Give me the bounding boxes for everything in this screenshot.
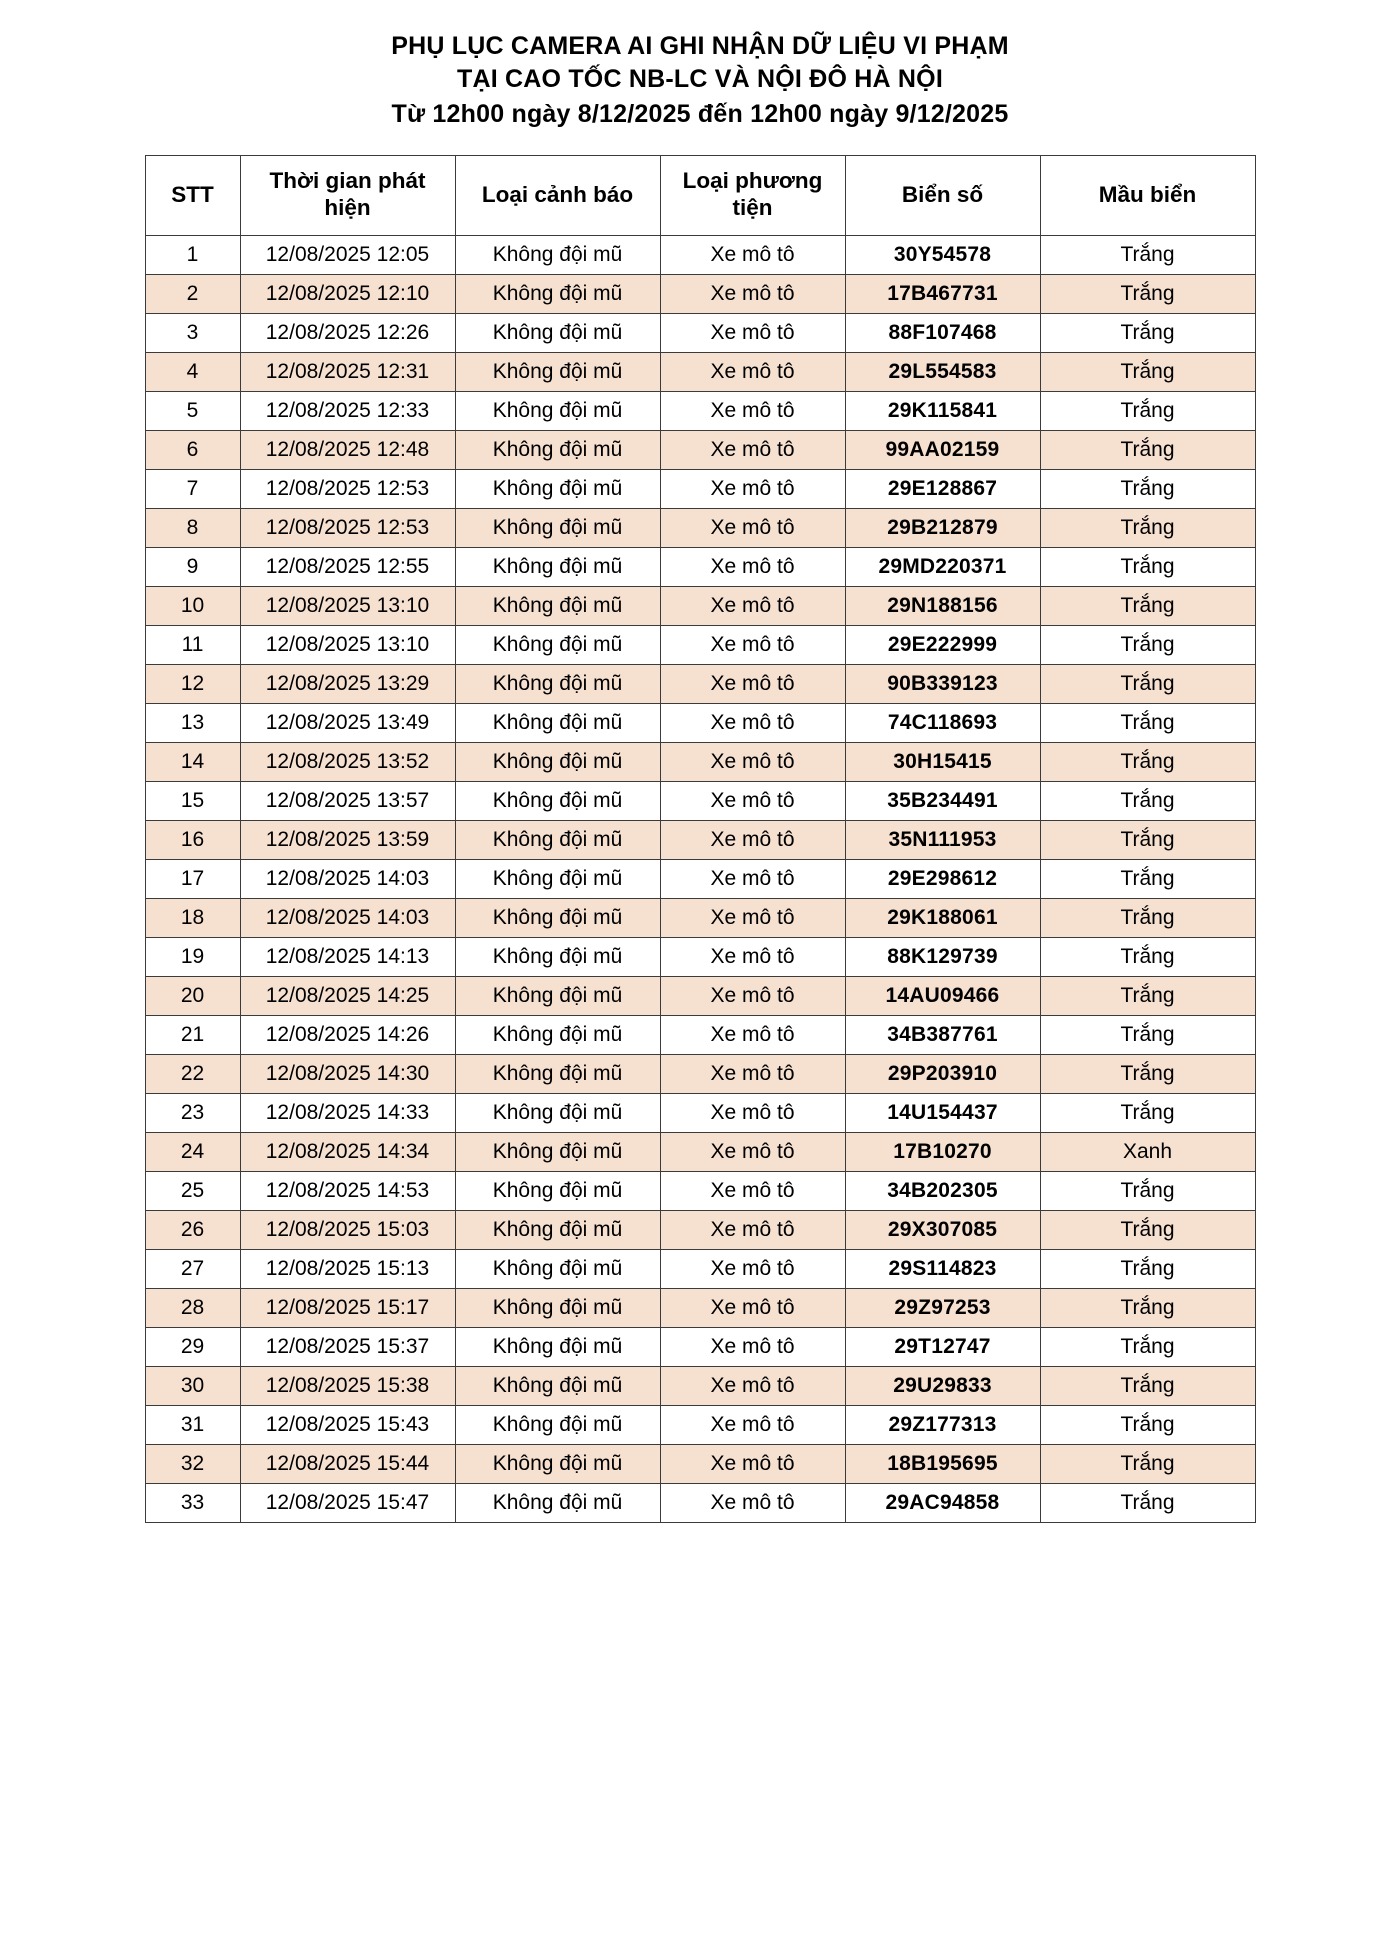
cell-warning-type: Không đội mũ xyxy=(455,313,660,352)
cell-detection-time: 12/08/2025 15:47 xyxy=(240,1483,455,1522)
cell-stt: 8 xyxy=(145,508,240,547)
table-row xyxy=(145,1093,1255,1132)
cell-vehicle-type: Xe mô tô xyxy=(660,313,845,352)
cell-plate-color: Trắng xyxy=(1040,1015,1255,1054)
cell-stt: 29 xyxy=(145,1327,240,1366)
table-row xyxy=(145,547,1255,586)
cell-plate-number: 29MD220371 xyxy=(845,547,1040,586)
table-row xyxy=(145,976,1255,1015)
cell-stt: 19 xyxy=(145,937,240,976)
cell-warning-type: Không đội mũ xyxy=(455,352,660,391)
cell-plate-number: 90B339123 xyxy=(845,664,1040,703)
cell-detection-time: 12/08/2025 15:38 xyxy=(240,1366,455,1405)
cell-stt: 16 xyxy=(145,820,240,859)
table-row xyxy=(145,430,1255,469)
cell-plate-color: Trắng xyxy=(1040,1171,1255,1210)
cell-plate-color: Trắng xyxy=(1040,703,1255,742)
cell-plate-color: Trắng xyxy=(1040,625,1255,664)
cell-stt: 26 xyxy=(145,1210,240,1249)
cell-warning-type: Không đội mũ xyxy=(455,703,660,742)
cell-warning-type: Không đội mũ xyxy=(455,664,660,703)
cell-vehicle-type: Xe mô tô xyxy=(660,1015,845,1054)
cell-stt: 15 xyxy=(145,781,240,820)
cell-vehicle-type: Xe mô tô xyxy=(660,430,845,469)
cell-plate-number: 29E128867 xyxy=(845,469,1040,508)
cell-plate-color: Trắng xyxy=(1040,586,1255,625)
cell-detection-time: 12/08/2025 13:49 xyxy=(240,703,455,742)
cell-plate-color: Trắng xyxy=(1040,313,1255,352)
table-row xyxy=(145,391,1255,430)
cell-vehicle-type: Xe mô tô xyxy=(660,391,845,430)
cell-warning-type: Không đội mũ xyxy=(455,430,660,469)
cell-warning-type: Không đội mũ xyxy=(455,1171,660,1210)
cell-stt: 31 xyxy=(145,1405,240,1444)
cell-detection-time: 12/08/2025 12:10 xyxy=(240,274,455,313)
cell-detection-time: 12/08/2025 13:59 xyxy=(240,820,455,859)
cell-plate-number: 29K115841 xyxy=(845,391,1040,430)
cell-plate-number: 29N188156 xyxy=(845,586,1040,625)
cell-warning-type: Không đội mũ xyxy=(455,937,660,976)
table-row xyxy=(145,1483,1255,1522)
cell-plate-number: 74C118693 xyxy=(845,703,1040,742)
cell-plate-number: 30H15415 xyxy=(845,742,1040,781)
table-row xyxy=(145,1366,1255,1405)
cell-plate-color: Trắng xyxy=(1040,1327,1255,1366)
cell-vehicle-type: Xe mô tô xyxy=(660,625,845,664)
cell-detection-time: 12/08/2025 15:03 xyxy=(240,1210,455,1249)
table-row xyxy=(145,1327,1255,1366)
table-row xyxy=(145,352,1255,391)
table-row xyxy=(145,1054,1255,1093)
cell-plate-color: Trắng xyxy=(1040,469,1255,508)
cell-stt: 33 xyxy=(145,1483,240,1522)
cell-vehicle-type: Xe mô tô xyxy=(660,976,845,1015)
cell-vehicle-type: Xe mô tô xyxy=(660,820,845,859)
cell-warning-type: Không đội mũ xyxy=(455,1288,660,1327)
cell-warning-type: Không đội mũ xyxy=(455,391,660,430)
cell-warning-type: Không đội mũ xyxy=(455,274,660,313)
cell-stt: 5 xyxy=(145,391,240,430)
cell-warning-type: Không đội mũ xyxy=(455,781,660,820)
cell-stt: 1 xyxy=(145,235,240,274)
cell-plate-number: 29AC94858 xyxy=(845,1483,1040,1522)
table-row xyxy=(145,508,1255,547)
cell-stt: 28 xyxy=(145,1288,240,1327)
cell-plate-number: 88K129739 xyxy=(845,937,1040,976)
cell-vehicle-type: Xe mô tô xyxy=(660,1171,845,1210)
cell-vehicle-type: Xe mô tô xyxy=(660,547,845,586)
cell-detection-time: 12/08/2025 12:26 xyxy=(240,313,455,352)
table-row xyxy=(145,1015,1255,1054)
cell-detection-time: 12/08/2025 14:30 xyxy=(240,1054,455,1093)
cell-detection-time: 12/08/2025 13:52 xyxy=(240,742,455,781)
cell-warning-type: Không đội mũ xyxy=(455,742,660,781)
cell-stt: 21 xyxy=(145,1015,240,1054)
table-row xyxy=(145,742,1255,781)
cell-plate-number: 17B10270 xyxy=(845,1132,1040,1171)
cell-detection-time: 12/08/2025 14:34 xyxy=(240,1132,455,1171)
column-header-plate: Biển số xyxy=(845,155,1040,235)
table-row xyxy=(145,469,1255,508)
cell-plate-color: Trắng xyxy=(1040,937,1255,976)
cell-stt: 25 xyxy=(145,1171,240,1210)
column-header-warning: Loại cảnh báo xyxy=(455,155,660,235)
cell-plate-color: Trắng xyxy=(1040,391,1255,430)
table-row xyxy=(145,664,1255,703)
cell-plate-number: 99AA02159 xyxy=(845,430,1040,469)
cell-stt: 7 xyxy=(145,469,240,508)
cell-detection-time: 12/08/2025 13:29 xyxy=(240,664,455,703)
cell-plate-number: 34B202305 xyxy=(845,1171,1040,1210)
table-row xyxy=(145,235,1255,274)
cell-vehicle-type: Xe mô tô xyxy=(660,1249,845,1288)
cell-vehicle-type: Xe mô tô xyxy=(660,1093,845,1132)
cell-detection-time: 12/08/2025 13:57 xyxy=(240,781,455,820)
cell-plate-number: 35N111953 xyxy=(845,820,1040,859)
table-row xyxy=(145,1444,1255,1483)
cell-stt: 18 xyxy=(145,898,240,937)
cell-stt: 14 xyxy=(145,742,240,781)
cell-plate-color: Trắng xyxy=(1040,547,1255,586)
cell-warning-type: Không đội mũ xyxy=(455,1210,660,1249)
cell-plate-number: 34B387761 xyxy=(845,1015,1040,1054)
cell-plate-color: Trắng xyxy=(1040,1483,1255,1522)
cell-stt: 2 xyxy=(145,274,240,313)
cell-plate-color: Trắng xyxy=(1040,1210,1255,1249)
cell-warning-type: Không đội mũ xyxy=(455,859,660,898)
cell-plate-number: 17B467731 xyxy=(845,274,1040,313)
cell-stt: 10 xyxy=(145,586,240,625)
cell-plate-number: 14AU09466 xyxy=(845,976,1040,1015)
cell-warning-type: Không đội mũ xyxy=(455,976,660,1015)
document-title-line-2: TẠI CAO TỐC NB-LC VÀ NỘI ĐÔ HÀ NỘI xyxy=(457,64,943,93)
cell-vehicle-type: Xe mô tô xyxy=(660,703,845,742)
cell-stt: 17 xyxy=(145,859,240,898)
cell-detection-time: 12/08/2025 13:10 xyxy=(240,586,455,625)
cell-stt: 24 xyxy=(145,1132,240,1171)
cell-plate-color: Trắng xyxy=(1040,1405,1255,1444)
cell-plate-color: Trắng xyxy=(1040,976,1255,1015)
cell-stt: 12 xyxy=(145,664,240,703)
cell-plate-color: Trắng xyxy=(1040,781,1255,820)
cell-plate-color: Trắng xyxy=(1040,664,1255,703)
cell-plate-color: Trắng xyxy=(1040,274,1255,313)
cell-stt: 6 xyxy=(145,430,240,469)
cell-stt: 9 xyxy=(145,547,240,586)
cell-vehicle-type: Xe mô tô xyxy=(660,274,845,313)
cell-detection-time: 12/08/2025 14:25 xyxy=(240,976,455,1015)
column-header-time: Thời gian phát hiện xyxy=(240,155,455,235)
table-row xyxy=(145,1249,1255,1288)
cell-detection-time: 12/08/2025 15:37 xyxy=(240,1327,455,1366)
document-title-line-3: Từ 12h00 ngày 8/12/2025 đến 12h00 ngày 9/12/2025 xyxy=(391,100,1009,128)
cell-detection-time: 12/08/2025 15:17 xyxy=(240,1288,455,1327)
table-row xyxy=(145,1210,1255,1249)
cell-plate-number: 29T12747 xyxy=(845,1327,1040,1366)
cell-plate-color: Trắng xyxy=(1040,742,1255,781)
cell-detection-time: 12/08/2025 14:13 xyxy=(240,937,455,976)
cell-stt: 23 xyxy=(145,1093,240,1132)
cell-stt: 20 xyxy=(145,976,240,1015)
cell-warning-type: Không đội mũ xyxy=(455,820,660,859)
cell-plate-color: Trắng xyxy=(1040,898,1255,937)
cell-stt: 13 xyxy=(145,703,240,742)
document-title-block xyxy=(0,0,1400,141)
table-row xyxy=(145,820,1255,859)
cell-stt: 30 xyxy=(145,1366,240,1405)
cell-plate-color: Trắng xyxy=(1040,352,1255,391)
cell-plate-number: 29X307085 xyxy=(845,1210,1040,1249)
cell-detection-time: 12/08/2025 15:44 xyxy=(240,1444,455,1483)
cell-vehicle-type: Xe mô tô xyxy=(660,1210,845,1249)
cell-plate-color: Xanh xyxy=(1040,1132,1255,1171)
cell-warning-type: Không đội mũ xyxy=(455,1405,660,1444)
cell-plate-number: 29L554583 xyxy=(845,352,1040,391)
cell-vehicle-type: Xe mô tô xyxy=(660,469,845,508)
cell-warning-type: Không đội mũ xyxy=(455,1054,660,1093)
cell-detection-time: 12/08/2025 14:03 xyxy=(240,898,455,937)
cell-warning-type: Không đội mũ xyxy=(455,1249,660,1288)
cell-detection-time: 12/08/2025 15:13 xyxy=(240,1249,455,1288)
cell-detection-time: 12/08/2025 15:43 xyxy=(240,1405,455,1444)
cell-vehicle-type: Xe mô tô xyxy=(660,1288,845,1327)
cell-vehicle-type: Xe mô tô xyxy=(660,1444,845,1483)
cell-plate-number: 88F107468 xyxy=(845,313,1040,352)
cell-plate-color: Trắng xyxy=(1040,859,1255,898)
cell-plate-color: Trắng xyxy=(1040,430,1255,469)
column-header-stt: STT xyxy=(145,155,240,235)
cell-plate-color: Trắng xyxy=(1040,1054,1255,1093)
cell-warning-type: Không đội mũ xyxy=(455,1093,660,1132)
cell-warning-type: Không đội mũ xyxy=(455,469,660,508)
cell-vehicle-type: Xe mô tô xyxy=(660,235,845,274)
cell-stt: 32 xyxy=(145,1444,240,1483)
cell-plate-number: 29E222999 xyxy=(845,625,1040,664)
cell-plate-color: Trắng xyxy=(1040,1249,1255,1288)
table-row xyxy=(145,586,1255,625)
cell-detection-time: 12/08/2025 12:48 xyxy=(240,430,455,469)
cell-warning-type: Không đội mũ xyxy=(455,1483,660,1522)
cell-warning-type: Không đội mũ xyxy=(455,1015,660,1054)
table-row xyxy=(145,703,1255,742)
table-row xyxy=(145,1288,1255,1327)
cell-warning-type: Không đội mũ xyxy=(455,235,660,274)
table-row xyxy=(145,781,1255,820)
cell-detection-time: 12/08/2025 12:31 xyxy=(240,352,455,391)
cell-detection-time: 12/08/2025 12:33 xyxy=(240,391,455,430)
cell-plate-color: Trắng xyxy=(1040,235,1255,274)
table-row xyxy=(145,1171,1255,1210)
column-header-plate-color: Mầu biển xyxy=(1040,155,1255,235)
cell-vehicle-type: Xe mô tô xyxy=(660,352,845,391)
table-row xyxy=(145,1405,1255,1444)
table-row xyxy=(145,274,1255,313)
cell-vehicle-type: Xe mô tô xyxy=(660,1054,845,1093)
cell-plate-number: 18B195695 xyxy=(845,1444,1040,1483)
cell-stt: 22 xyxy=(145,1054,240,1093)
table-row xyxy=(145,937,1255,976)
cell-plate-color: Trắng xyxy=(1040,1366,1255,1405)
violations-table-container xyxy=(0,141,1400,1523)
table-row xyxy=(145,625,1255,664)
cell-stt: 27 xyxy=(145,1249,240,1288)
cell-vehicle-type: Xe mô tô xyxy=(660,1366,845,1405)
cell-vehicle-type: Xe mô tô xyxy=(660,508,845,547)
cell-plate-number: 29E298612 xyxy=(845,859,1040,898)
cell-plate-color: Trắng xyxy=(1040,820,1255,859)
cell-detection-time: 12/08/2025 14:26 xyxy=(240,1015,455,1054)
cell-plate-color: Trắng xyxy=(1040,1444,1255,1483)
table-row xyxy=(145,313,1255,352)
cell-vehicle-type: Xe mô tô xyxy=(660,1132,845,1171)
cell-warning-type: Không đội mũ xyxy=(455,508,660,547)
cell-plate-number: 29K188061 xyxy=(845,898,1040,937)
table-row xyxy=(145,898,1255,937)
cell-vehicle-type: Xe mô tô xyxy=(660,586,845,625)
cell-plate-number: 29Z97253 xyxy=(845,1288,1040,1327)
cell-warning-type: Không đội mũ xyxy=(455,1132,660,1171)
cell-warning-type: Không đội mũ xyxy=(455,898,660,937)
cell-stt: 3 xyxy=(145,313,240,352)
cell-warning-type: Không đội mũ xyxy=(455,1366,660,1405)
cell-vehicle-type: Xe mô tô xyxy=(660,781,845,820)
column-header-vehicle: Loại phương tiện xyxy=(660,155,845,235)
violations-table xyxy=(145,155,1256,1523)
cell-detection-time: 12/08/2025 12:53 xyxy=(240,469,455,508)
cell-detection-time: 12/08/2025 14:53 xyxy=(240,1171,455,1210)
cell-stt: 4 xyxy=(145,352,240,391)
cell-vehicle-type: Xe mô tô xyxy=(660,1327,845,1366)
cell-warning-type: Không đội mũ xyxy=(455,1327,660,1366)
cell-plate-color: Trắng xyxy=(1040,1288,1255,1327)
cell-vehicle-type: Xe mô tô xyxy=(660,1405,845,1444)
cell-warning-type: Không đội mũ xyxy=(455,586,660,625)
cell-vehicle-type: Xe mô tô xyxy=(660,859,845,898)
cell-warning-type: Không đội mũ xyxy=(455,1444,660,1483)
table-row xyxy=(145,1132,1255,1171)
cell-plate-number: 29Z177313 xyxy=(845,1405,1040,1444)
cell-plate-color: Trắng xyxy=(1040,1093,1255,1132)
table-header xyxy=(145,155,1255,235)
cell-vehicle-type: Xe mô tô xyxy=(660,937,845,976)
cell-detection-time: 12/08/2025 14:03 xyxy=(240,859,455,898)
cell-detection-time: 12/08/2025 12:05 xyxy=(240,235,455,274)
cell-plate-number: 29P203910 xyxy=(845,1054,1040,1093)
cell-detection-time: 12/08/2025 14:33 xyxy=(240,1093,455,1132)
cell-detection-time: 12/08/2025 12:55 xyxy=(240,547,455,586)
cell-plate-number: 14U154437 xyxy=(845,1093,1040,1132)
table-header-row xyxy=(145,155,1255,235)
cell-detection-time: 12/08/2025 12:53 xyxy=(240,508,455,547)
cell-vehicle-type: Xe mô tô xyxy=(660,898,845,937)
cell-plate-number: 30Y54578 xyxy=(845,235,1040,274)
cell-stt: 11 xyxy=(145,625,240,664)
cell-warning-type: Không đội mũ xyxy=(455,625,660,664)
cell-plate-number: 29S114823 xyxy=(845,1249,1040,1288)
cell-warning-type: Không đội mũ xyxy=(455,547,660,586)
cell-plate-number: 29B212879 xyxy=(845,508,1040,547)
cell-vehicle-type: Xe mô tô xyxy=(660,742,845,781)
cell-vehicle-type: Xe mô tô xyxy=(660,1483,845,1522)
cell-plate-number: 35B234491 xyxy=(845,781,1040,820)
cell-plate-color: Trắng xyxy=(1040,508,1255,547)
document-title-line-1: PHỤ LỤC CAMERA AI GHI NHẬN DỮ LIỆU VI PHẠM xyxy=(391,32,1009,60)
cell-plate-number: 29U29833 xyxy=(845,1366,1040,1405)
cell-vehicle-type: Xe mô tô xyxy=(660,664,845,703)
table-row xyxy=(145,859,1255,898)
cell-detection-time: 12/08/2025 13:10 xyxy=(240,625,455,664)
table-body xyxy=(145,235,1255,1522)
